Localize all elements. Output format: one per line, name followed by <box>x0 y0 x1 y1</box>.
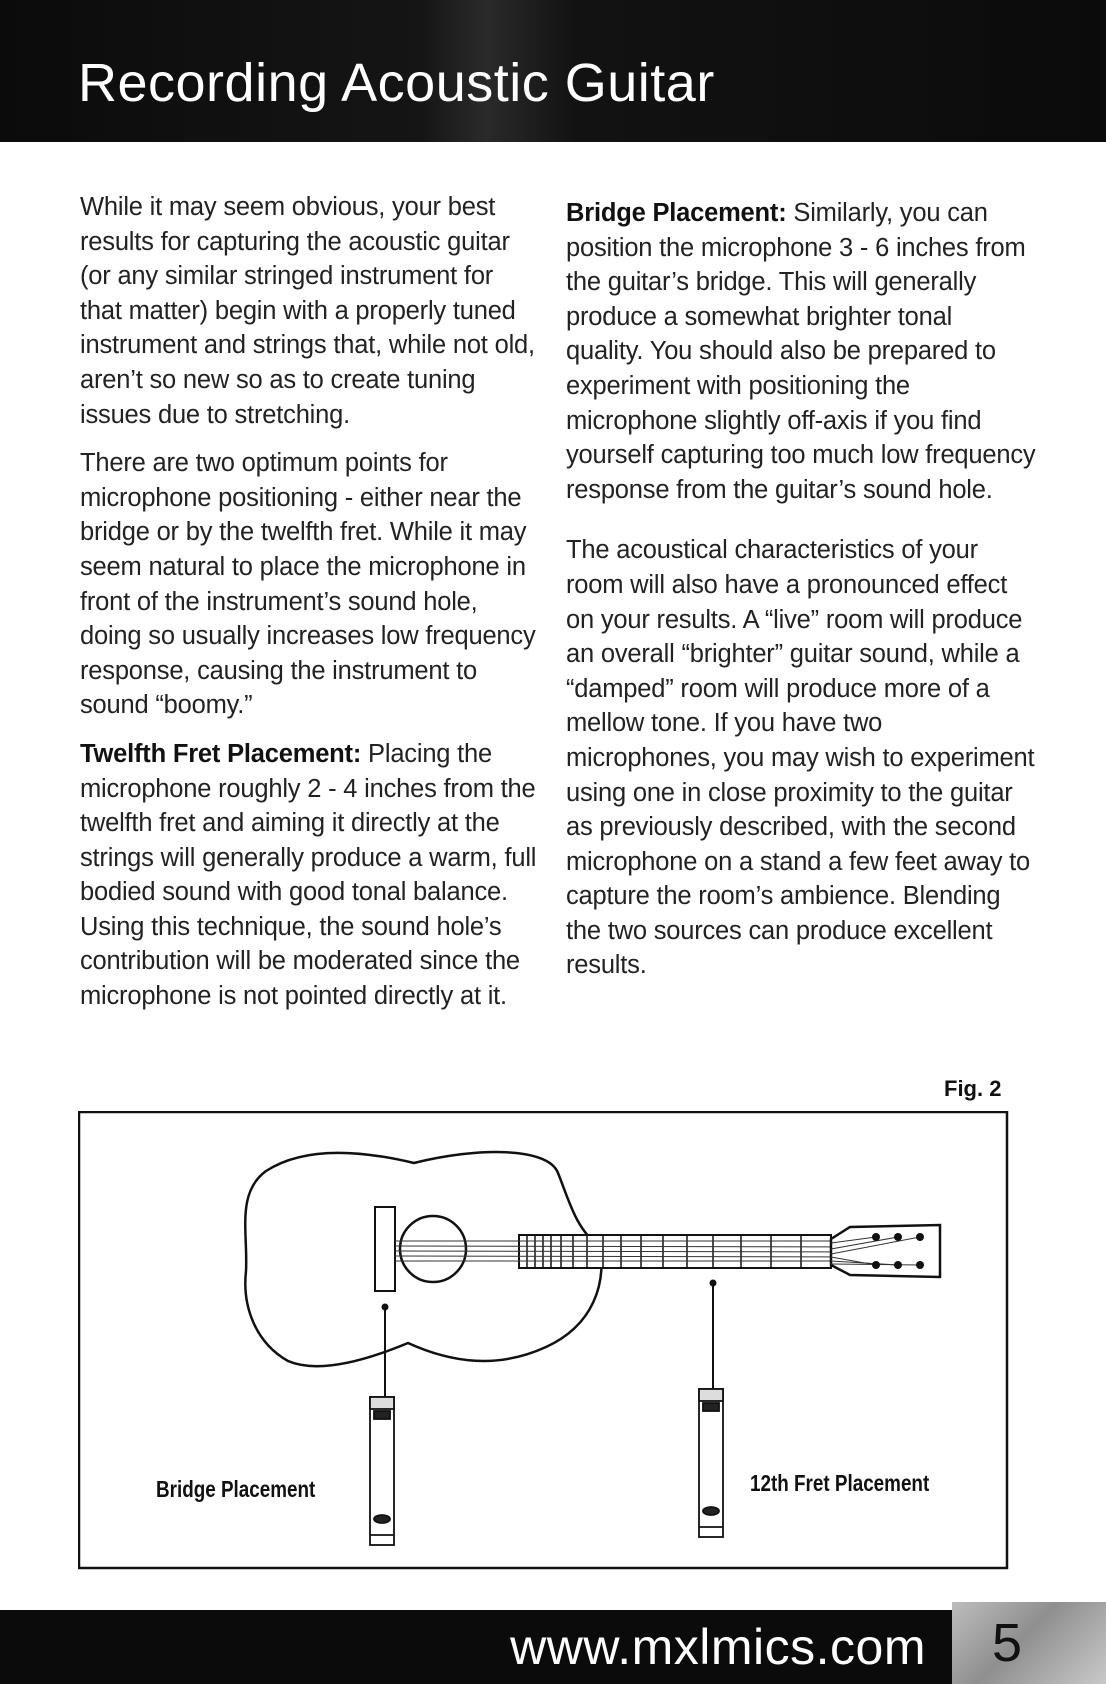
bridge-placement-caption: Bridge Placement <box>156 1476 316 1502</box>
fret-placement-caption: 12th Fret Placement <box>750 1470 930 1496</box>
page-footer <box>0 1610 1106 1684</box>
bridge-icon <box>375 1207 395 1291</box>
twelfth-fret-heading: Twelfth Fret Placement: <box>80 739 362 768</box>
twelfth-fret-paragraph <box>80 737 540 1014</box>
right-column <box>566 196 1036 983</box>
left-column <box>80 190 540 1014</box>
sound-hole-icon <box>400 1216 466 1282</box>
page-number: 5 <box>992 1613 1023 1673</box>
intro-paragraph: While it may seem obvious, your best results for capturing the acoustic guitar (or any similar stringed instrument for that matter) begin with a properly tuned instrument and strings that, while not old, aren’t so new so as to create tuning issues due to stretching. <box>80 193 535 429</box>
twelfth-fret-body: Placing the microphone roughly 2 - 4 inches from the twelfth fret and aiming it directly at the strings will generally produce a warm, full bodied sound with good tonal balance. Using this technique, the sound hole’s contribution will be moderated since the microphone is not pointed directly at it. <box>80 739 537 1011</box>
page-header <box>0 0 1106 142</box>
room-paragraph: The acoustical characteristics of your room will also have a pronounced effect on your results. A “live” room will produce an overall “brighter” guitar sound, while a “damped” room will produce more of a mellow tone. If you have two microphones, you may wish to experiment using one in close proximity to the guitar as previously described, with the second microphone on a stand a few feet away to capture the room’s ambience. Blending the two sources can produce excellent results. <box>566 536 1035 980</box>
page-number-box <box>952 1602 1106 1684</box>
guitar-diagram-svg <box>78 1111 1010 1573</box>
bridge-heading: Bridge Placement: <box>566 199 787 227</box>
bridge-paragraph <box>566 196 1036 507</box>
page-title: Recording Acoustic Guitar <box>78 53 715 113</box>
bridge-microphone-icon <box>370 1397 394 1545</box>
fret-microphone-icon <box>699 1389 723 1537</box>
figure-label: Fig. 2 <box>944 1076 1002 1101</box>
positioning-paragraph: There are two optimum points for microphone positioning - either near the bridge or by the twelfth fret. While it may seem natural to place the microphone in front of the instrument’s sound hole, doing so usually increases low frequency response, causing the instrument to sound “boomy.” <box>80 449 536 720</box>
website-link[interactable]: www.mxlmics.com <box>510 1619 926 1675</box>
bridge-body: Similarly, you can position the microphone 3 - 6 inches from the guitar’s bridge. This will generally produce a somewhat brighter tonal quality. You should also be prepared to experiment with positioning the microphone slightly off-axis if you find yourself capturing too much low frequency response from the guitar’s sound hole. <box>566 199 1036 504</box>
guitar-diagram <box>78 1111 1010 1573</box>
